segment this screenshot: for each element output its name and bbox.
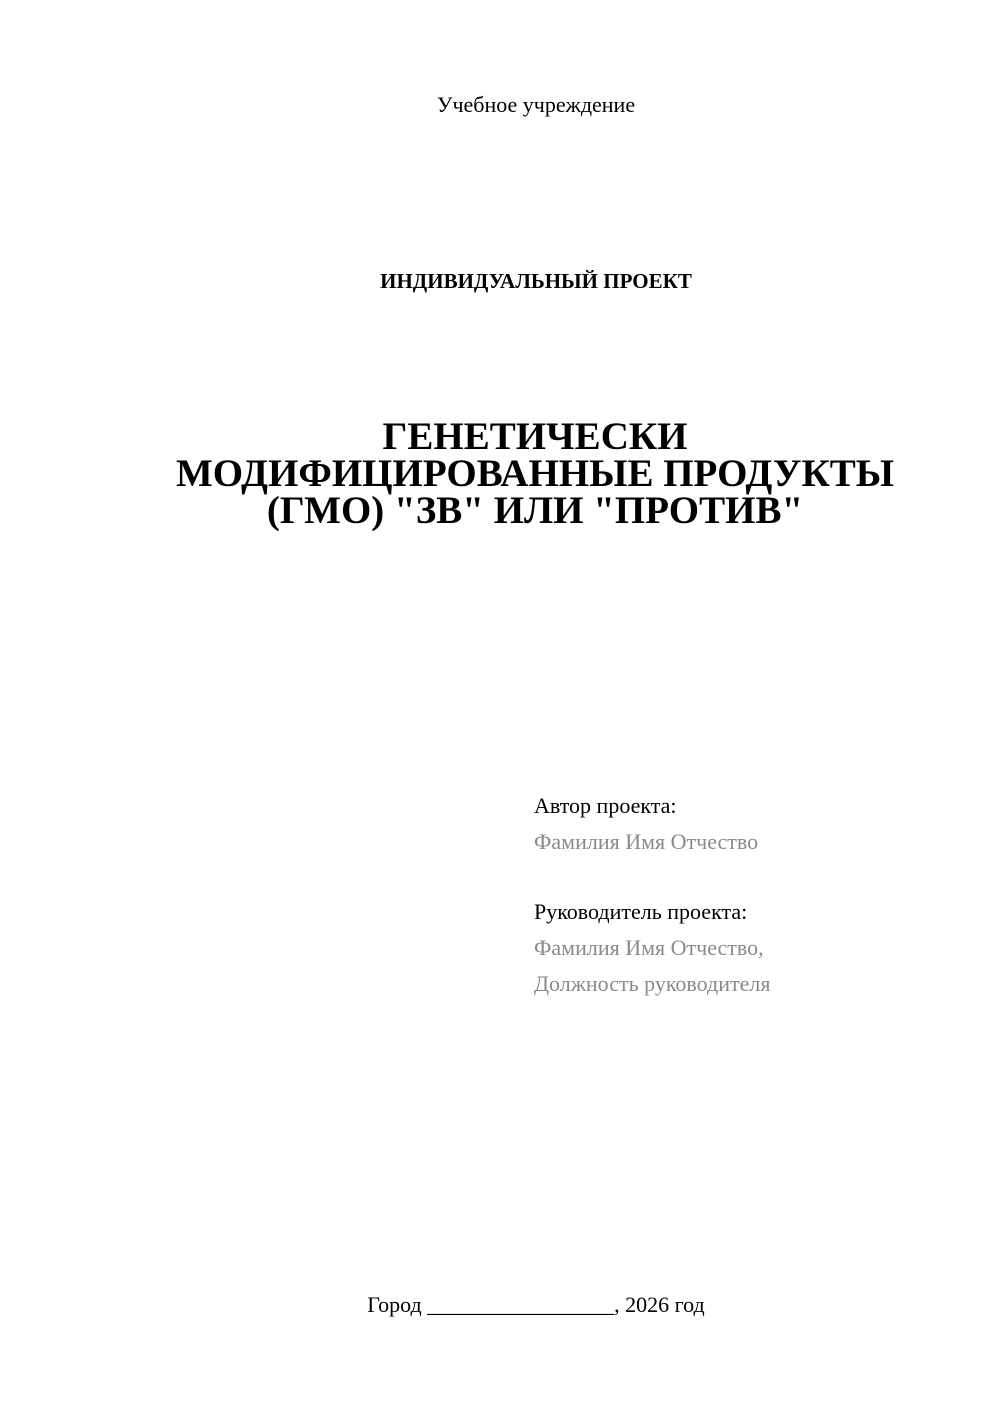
author-name: Фамилия Имя Отчество — [534, 829, 759, 854]
institution-name: Учебное учреждение — [436, 92, 636, 117]
city-year: Город _________________, 2026 год — [367, 1292, 705, 1317]
supervisor-label: Руководитель проекта: — [534, 899, 748, 924]
project-title-line: ГЕНЕТИЧЕСКИ — [382, 415, 688, 458]
document-type: ИНДИВИДУАЛЬНЫЙ ПРОЕКТ — [380, 269, 692, 293]
author-label: Автор проекта: — [534, 793, 677, 818]
project-title-line: МОДИФИЦИРОВАННЫЕ ПРОДУКТЫ — [175, 452, 895, 495]
project-title-line: (ГМО) "ЗВ" ИЛИ "ПРОТИВ" — [266, 489, 804, 532]
project-title — [140, 415, 930, 532]
project-info — [534, 788, 974, 1002]
spacer — [534, 860, 974, 894]
supervisor-name: Фамилия Имя Отчество, — [534, 935, 764, 960]
supervisor-position: Должность руководителя — [534, 971, 771, 996]
